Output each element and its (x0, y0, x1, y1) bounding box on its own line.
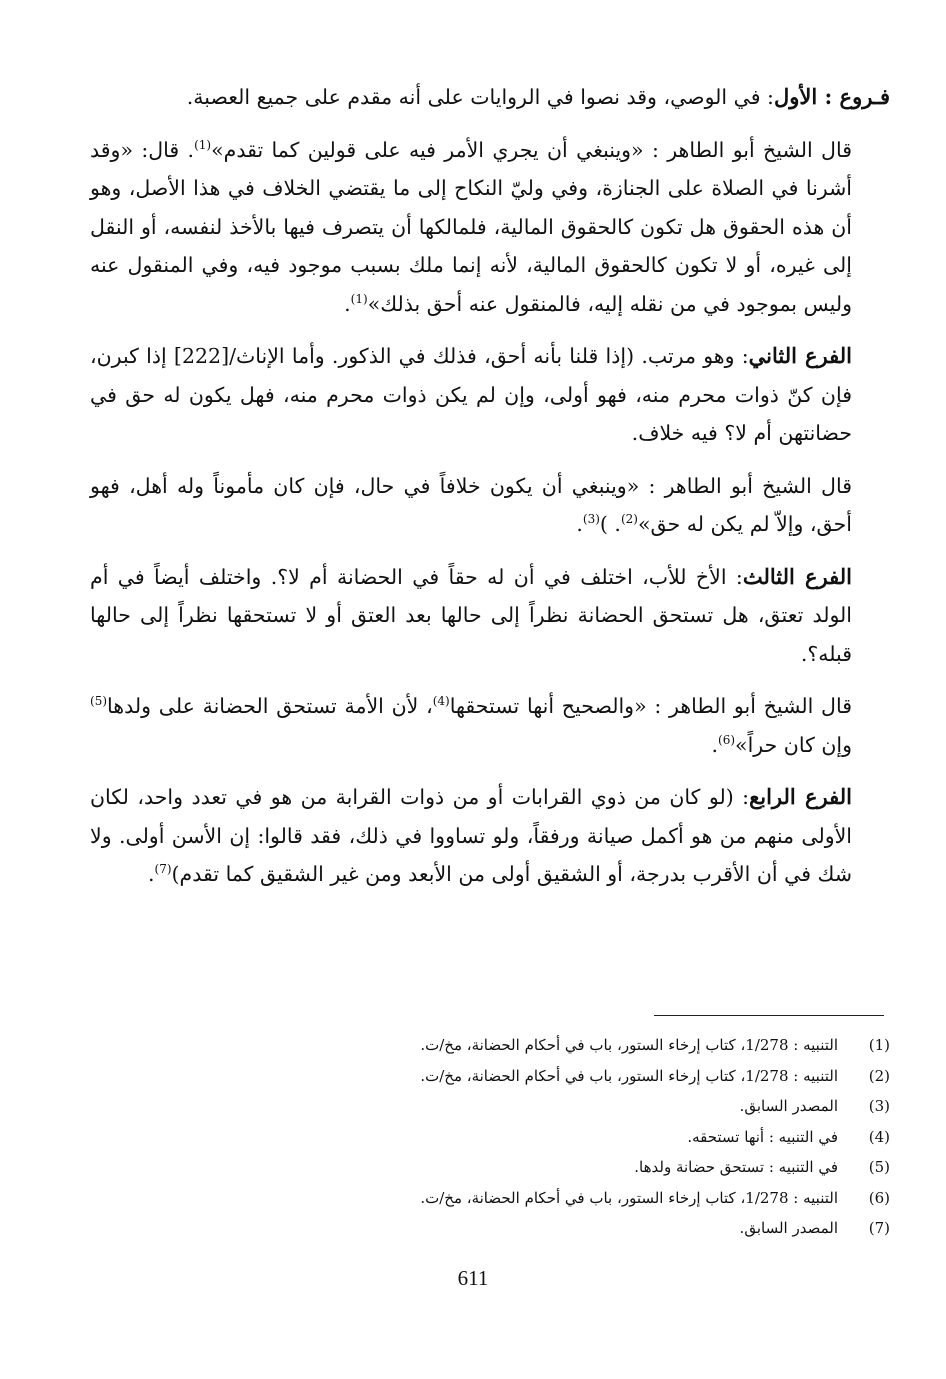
section-heading: الفرع الثاني (748, 343, 852, 368)
footnotes (300, 1030, 890, 1244)
footnote-separator (654, 1015, 884, 1016)
footnote-number: (5) (868, 1158, 890, 1176)
text-segment: . قال: «وقد أشرنا في الصلاة على الجنازة، وفي وليّ النكاح إلى ما يقتضي الخلاف في هذا الأصل، وهو أن هذه الحقوق هل تكون كالحقوق المالية، فلمالكها أن يتصرف فيها بالأخذ لنفسه، أو النقل إلى غيره، أو لا تكون كالحقوق المالية، لأنه إنما ملك بسبب موجود فيه، وفي المنقول عنه وليس بموجود في من نقله إليه، فالمنقول عنه أحق بذلك» (90, 137, 852, 316)
footnote-ref: (1) (350, 291, 368, 306)
footnote (300, 1061, 890, 1092)
text-segment: وإن كان حراً» (735, 732, 852, 757)
footnote-ref: (1) (194, 137, 212, 152)
page-number: 611 (457, 1266, 489, 1290)
footnote-text: المصدر السابق. (739, 1097, 838, 1115)
text-segment: . ) (599, 512, 621, 536)
text-segment: . (147, 862, 155, 886)
text-segment: . (576, 512, 583, 536)
paragraph-text: : في الوصي، وقد نصوا في الروايات على أنه مقدم على جميع العصبة. (186, 85, 774, 109)
footnote-ref: (2) (620, 512, 638, 527)
footnote-number: (4) (868, 1127, 890, 1146)
footnote-text: في التنبيه : أنها تستحقه. (687, 1127, 838, 1146)
paragraph-2 (90, 131, 890, 324)
text-segment: . (344, 291, 351, 316)
footnote (300, 1213, 890, 1244)
footnote-text: التنبيه : 1/278، كتاب إرخاء الستور، باب في أحكام الحضانة، مخ/ت. (420, 1036, 838, 1054)
text-segment: قال الشيخ أبو الطاهر : «وينبغي أن يجري الأمر فيه على قولين كما تقدم» (211, 137, 852, 162)
footnote-ref: (6) (718, 732, 736, 747)
text-segment: قال الشيخ أبو الطاهر : «والصحيح أنها تستحقها (449, 694, 852, 718)
footnote-text: في التنبيه : تستحق حضانة ولدها. (634, 1158, 838, 1176)
paragraph-5 (90, 558, 890, 674)
text-segment: : (لو كان من ذوي القرابات أو من ذوات القرابة من هو في تعدد واحد، لكان الأولى منهم من هو أكمل صيانة ورفقاً، ولو تساووا في ذلك، فقد قالوا: إن الأسن أولى. ولا شك في أن الأقرب بدرجة، أو الشقيق أولى من الأبعد ومن غير الشقيق كما تقدم) (90, 785, 852, 886)
paragraph-3 (90, 337, 890, 453)
paragraph-1 (90, 78, 890, 117)
footnote (300, 1091, 890, 1122)
text-segment: ، لأن الأمة تستحق الحضانة على ولدها (107, 694, 433, 718)
footnote-number: (6) (868, 1188, 890, 1207)
footnote-ref: (3) (582, 512, 600, 527)
footnote-ref: (7) (154, 862, 172, 877)
section-heading: الفرع الثالث (742, 563, 852, 589)
footnote (300, 1152, 890, 1183)
footnote-number: (2) (868, 1066, 890, 1085)
section-heading: فـروع : الأول (773, 84, 890, 109)
text-segment: قال الشيخ أبو الطاهر : «وينبغي أن يكون خلافاً في حال، فإن كان مأموناً وله أهل، فهو أحق، وإلاّ لم يكن له حق» (90, 473, 852, 536)
section-heading: الفرع الرابع (749, 784, 852, 809)
paragraph-7 (90, 778, 890, 894)
footnote-text: التنبيه : 1/278، كتاب إرخاء الستور، باب في أحكام الحضانة، مخ/ت. (420, 1066, 838, 1085)
paragraph-6 (90, 687, 890, 764)
footnote (300, 1183, 890, 1214)
paragraph-text: : وهو مرتب. (إذا قلنا بأنه أحق، فذلك في الذكور. وأما الإناث/[222] إذا كبرن، فإن كنّ ذوات محرم منه، فهو أولى، وإن لم يكن ذوات محرم منه، فهل يكون له حق في حضانتهن أم لا؟ فيه خلاف. (90, 344, 852, 445)
paragraph-4 (90, 467, 890, 544)
footnote (300, 1030, 890, 1061)
footnote-number: (7) (868, 1219, 890, 1237)
footnote-number: (1) (868, 1036, 890, 1054)
main-text (90, 78, 890, 894)
footnote-text: التنبيه : 1/278، كتاب إرخاء الستور، باب في أحكام الحضانة، مخ/ت. (420, 1188, 838, 1207)
text-segment: . (711, 732, 719, 757)
footnote-text: المصدر السابق. (739, 1219, 838, 1237)
footnote-ref: (5) (90, 694, 108, 709)
footnote (300, 1122, 890, 1153)
footnote-number: (3) (868, 1097, 890, 1115)
paragraph-text: : الأخ للأب، اختلف في أن له حقاً في الحضانة أم لا؟. واختلف أيضاً في أم الولد تعتق، هل تستحق الحضانة نظراً إلى حالها بعد العتق أو لا تستحقها نظراً إلى حالها قبله؟. (90, 564, 852, 666)
footnote-ref: (4) (432, 694, 450, 709)
